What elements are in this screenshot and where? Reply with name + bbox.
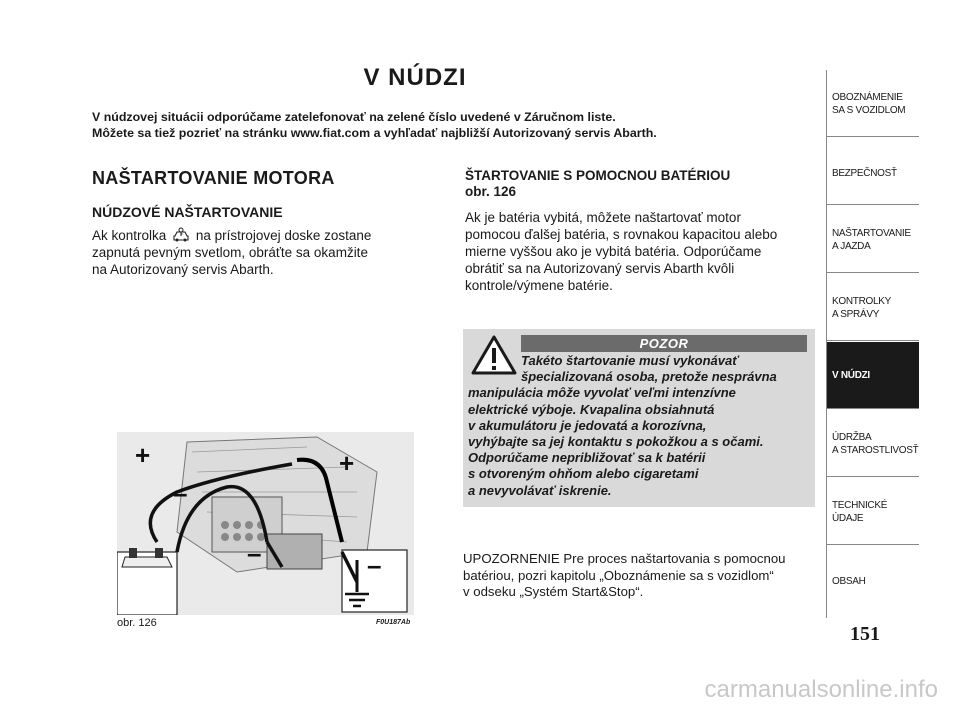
warning-line: v akumulátoru je jedovatá a korozívna, [468, 417, 707, 433]
note-line: UPOZORNENIE Pre proces naštartovania s pomocnou [463, 551, 786, 566]
warning-line: Odporúčame nepribližovať sa k batérii [468, 450, 706, 466]
intro-line: V núdzovej situácii odporúčame zatelefonovať na zelené číslo uvedené v Záručnom liste. [92, 110, 616, 124]
left-body-after-icon: na prístrojovej doske zostane [195, 228, 372, 243]
warning-line: a nevyvolávať iskrenie. [468, 482, 612, 498]
tab-label: TECHNICKÉ [832, 500, 888, 511]
warning-line: Takéto štartovanie musí vykonávať [521, 353, 739, 368]
tab-bezpecnost[interactable] [827, 138, 919, 205]
warning-label: POZOR [521, 335, 807, 352]
note-line: batériou, pozri kapitolu „Oboznámenie sa s vozidlom“ [463, 567, 774, 583]
jump-start-body-line: pomocou ďalšej batéria, s rovnakou kapacitou alebo [465, 227, 778, 242]
jump-start-body-line: kontrole/výmene batérie. [465, 278, 613, 293]
jump-start-figure-ref: obr. 126 [465, 184, 517, 199]
tab-label: V NÚDZI [832, 370, 870, 381]
left-body-line: zapnutá pevným svetlom, obráťte sa okamžite [92, 245, 368, 260]
left-body-line-1 [92, 227, 432, 244]
tab-label: ÚDAJE [832, 513, 864, 524]
jump-start-body-line: obrátiť sa na Autorizovaný servis Abarth kvôli [465, 261, 735, 276]
immobilizer-key-car-icon [172, 227, 190, 243]
tab-label: SA S VOZIDLOM [832, 105, 906, 116]
jump-start-title-line: ŠTARTOVANIE S POMOCNOU BATÉRIOU [465, 168, 731, 183]
plus-sign-left: + [135, 440, 151, 470]
minus-sign-ground: – [367, 550, 382, 580]
warning-line: vyhýbajte sa jej kontaktu s pokožkou a s očami. [468, 434, 764, 450]
left-body-before-icon: Ak kontrolka [92, 228, 167, 243]
intro-line: Môžete sa tiež pozrieť na stránku www.fiat.com a vyhľadať najbližší Autorizovaný servis Abarth. [92, 126, 657, 140]
tab-label: ÚDRŽBA [832, 432, 872, 443]
tab-label: A SPRÁVY [832, 309, 880, 320]
page-title: V NÚDZI [363, 64, 467, 91]
engine-bay-drawing [117, 432, 414, 615]
tab-label: A JAZDA [832, 241, 871, 252]
tab-obsah[interactable] [827, 546, 919, 613]
warning-line: manipulácia môže vyvolať veľmi intenzívne [468, 385, 736, 401]
note-text [463, 551, 823, 601]
left-body [92, 227, 432, 278]
tab-oboznamenie[interactable] [827, 70, 919, 137]
warning-line: s otvoreným ohňom alebo cigaretami [468, 466, 699, 482]
minus-sign-left: – [173, 478, 188, 508]
tab-label: NAŠTARTOVANIE [832, 228, 911, 239]
intro-text [92, 109, 812, 141]
jump-start-body-line: mierne vyššou ako je vybitá batéria. Odporúčame [465, 244, 762, 259]
jump-start-illustration [117, 432, 414, 615]
tab-label: BEZPEČNOSŤ [832, 168, 897, 179]
tab-kontrolky[interactable] [827, 274, 919, 341]
warning-text [468, 353, 813, 499]
warning-box [463, 329, 815, 507]
tab-technicke-udaje[interactable] [827, 478, 919, 545]
tab-label: OBOZNÁMENIE [832, 92, 903, 103]
tab-label: OBSAH [832, 576, 866, 587]
section-title: NAŠTARTOVANIE MOTORA [92, 168, 335, 188]
note-line: v odseku „Systém Start&Stop“. [463, 584, 644, 599]
tab-v-nudzi[interactable] [827, 342, 919, 409]
watermark: carmanualsonline.info [704, 676, 938, 703]
warning-line: elektrické výboje. Kvapalina obsiahnutá [468, 401, 715, 417]
chapter-sidebar [826, 70, 918, 618]
minus-sign-mid: – [247, 538, 262, 568]
warning-line: špecializovaná osoba, pretože nesprávna [521, 369, 777, 385]
tab-label: A STAROSTLIVOSŤ [832, 445, 919, 456]
jump-start-body [465, 209, 815, 294]
tab-udrzba[interactable] [827, 410, 919, 477]
figure-code: F0U187Ab [376, 619, 411, 626]
jump-start-body-line: Ak je batéria vybitá, môžete naštartovať motor [465, 210, 741, 225]
figure-caption: obr. 126 [117, 617, 157, 629]
sub-title: NÚDZOVÉ NAŠTARTOVANIE [92, 204, 283, 220]
page-number: 151 [850, 623, 880, 645]
tab-label: KONTROLKY [832, 296, 891, 307]
left-body-line: na Autorizovaný servis Abarth. [92, 262, 274, 277]
jump-start-title [465, 168, 805, 200]
plus-sign-right: + [339, 448, 355, 478]
tab-nastartovanie[interactable] [827, 206, 919, 273]
